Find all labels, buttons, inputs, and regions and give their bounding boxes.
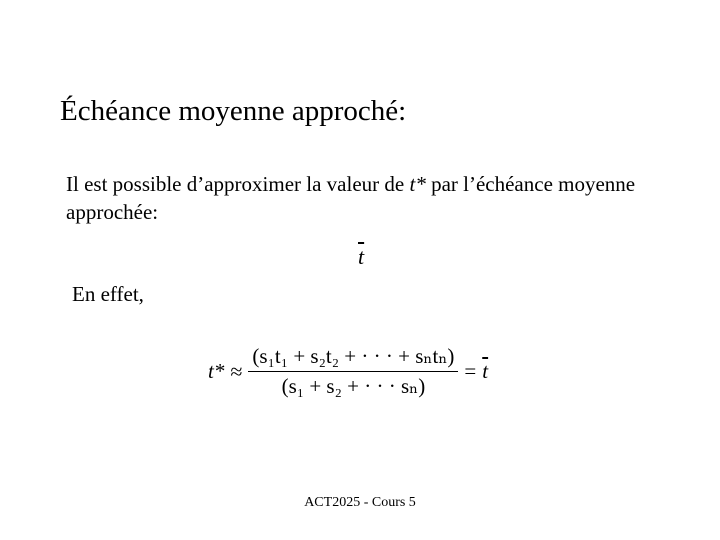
approx-symbol: ≈	[230, 358, 243, 384]
slide-footer: ACT2025 - Cours 5	[304, 495, 416, 510]
slide-title: Échéance moyenne approché:	[60, 95, 407, 127]
formula-rhs-t-bar: $\overline{t}$	[482, 359, 489, 383]
paragraph-text-start: Il est possible d’approximer la valeur de	[66, 172, 410, 196]
paragraph-text-end: par l’échéance moyenne approchée:	[66, 172, 636, 224]
t-star-variable: t*	[409, 172, 426, 196]
en-effet-text: En effet,	[72, 282, 144, 306]
formula-denominator: (s₁ + s₂ + · · · sₙ)	[281, 374, 426, 398]
equals-symbol: =	[464, 359, 477, 383]
formula-numerator: (s₁t₁ + s₂t₂ + · · · + sₙtₙ)	[252, 344, 455, 368]
intro-paragraph	[66, 170, 666, 226]
approximation-formula	[208, 344, 488, 399]
t-bar-glyph: $\overline{t}$	[358, 244, 365, 269]
t-bar-symbol	[358, 244, 364, 270]
formula-fraction	[248, 344, 458, 399]
formula-lhs: t*	[208, 359, 225, 383]
